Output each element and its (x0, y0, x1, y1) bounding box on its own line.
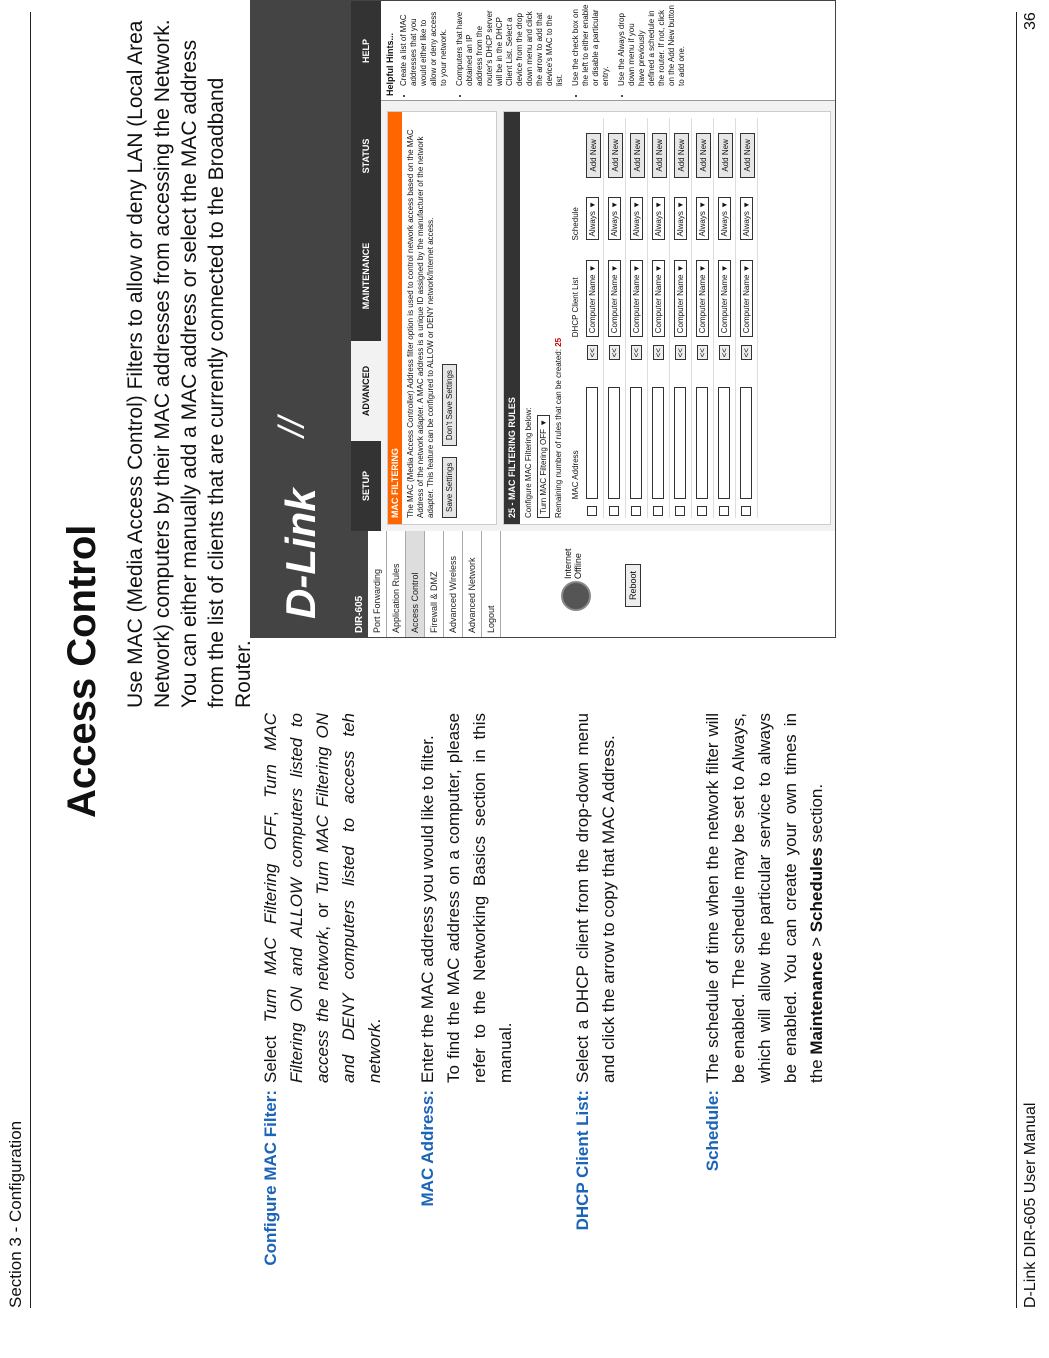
add-new-button[interactable]: Add New (718, 133, 733, 177)
hint-item: • Computers that have obtained an IP address from the router's DHCP server will be in the DHCP Client List. Select a device from the drop down menu and click the arrow to add that device's MAC to the list. (455, 4, 565, 86)
sidebar-item-application-rules[interactable]: Application Rules (387, 531, 406, 637)
page-title: Access Control (60, 524, 104, 818)
mac-rules-box (503, 111, 831, 525)
schedule-select[interactable]: Always ▼ (696, 197, 709, 240)
configure-label: Configure MAC Filtering below: (524, 407, 533, 518)
footer-manual-name: D-Link DIR-605 User Manual (1022, 1102, 1039, 1308)
rule-checkbox[interactable] (609, 506, 619, 516)
rules-table (569, 118, 758, 518)
copy-arrow-button[interactable]: << (653, 345, 664, 360)
mac-input[interactable] (718, 387, 730, 499)
schedule-select[interactable]: Always ▼ (740, 197, 753, 240)
table-row (670, 118, 692, 518)
sidebar-item-logout[interactable]: Logout (482, 531, 501, 637)
tab-setup[interactable]: SETUP (361, 471, 371, 502)
internet-status: Internet Offline (563, 548, 583, 579)
intro-paragraph: Use MAC (Media Access Control) Filters to allow or deny LAN (Local Area Network) computers by their MAC addresses from accessing the Network. You can either manually add a MAC address or select the MAC address from the list of clients that are currently connected to the Broadband Router. (124, 19, 255, 708)
col-schedule: Schedule (571, 207, 580, 241)
copy-arrow-button[interactable]: << (719, 345, 730, 360)
screenshot-tabs (351, 101, 381, 531)
rule-checkbox[interactable] (675, 506, 685, 516)
tab-advanced[interactable]: ADVANCED (351, 341, 381, 441)
sidebar-item-advanced-network[interactable]: Advanced Network (463, 531, 482, 637)
hint-item: • Use the Always drop down menu if you have previously defined a schedule in the router. If not, click on the Add New button to add one. (617, 4, 687, 86)
term-mac-address: MAC Address: (418, 1090, 437, 1207)
copy-arrow-button[interactable]: << (587, 345, 598, 360)
internet-globe-icon (561, 581, 591, 611)
schedule-select[interactable]: Always ▼ (652, 197, 665, 240)
dhcp-client-select[interactable]: Computer Name ▼ (696, 260, 709, 337)
dhcp-client-select[interactable]: Computer Name ▼ (608, 260, 621, 337)
desc-schedule: The schedule of time when the network filter will be enabled. The schedule may be set to Always, which will allow the particular service to always be enabled. You can create your own times in the Maintenance > Schedules section. (703, 713, 826, 1083)
model-label: DIR-605 (351, 531, 368, 637)
copy-arrow-button[interactable]: << (631, 345, 642, 360)
add-new-button[interactable]: Add New (740, 133, 755, 177)
sidebar-item-firewall[interactable]: Firewall & DMZ (425, 531, 444, 637)
dhcp-client-select[interactable]: Computer Name ▼ (718, 260, 731, 337)
desc-mac-address: Enter the MAC address you would like to filter. To find the MAC address on a computer, please refer to the Networking Basics section in this manual. (418, 713, 515, 1083)
section-header: Section 3 - Configuration (6, 1120, 25, 1308)
add-new-button[interactable]: Add New (652, 133, 667, 177)
mac-filtering-header: MAC FILTERING (388, 112, 402, 524)
mac-input[interactable] (608, 387, 620, 499)
copy-arrow-button[interactable]: << (609, 345, 620, 360)
screenshot-sidebar (351, 530, 835, 637)
dhcp-client-select[interactable]: Computer Name ▼ (586, 260, 599, 337)
table-row (626, 118, 648, 518)
mac-input[interactable] (696, 387, 708, 499)
sidebar-item-access-control[interactable]: Access Control (406, 531, 425, 637)
copy-arrow-button[interactable]: << (741, 345, 752, 360)
table-row (714, 118, 736, 518)
table-row (692, 118, 714, 518)
reboot-button[interactable]: Reboot (625, 564, 641, 607)
table-row (582, 118, 604, 518)
dhcp-client-select[interactable]: Computer Name ▼ (674, 260, 687, 337)
rule-checkbox[interactable] (587, 506, 597, 516)
dont-save-settings-button[interactable]: Don't Save Settings (442, 364, 457, 446)
add-new-button[interactable]: Add New (586, 133, 601, 177)
add-new-button[interactable]: Add New (696, 133, 711, 177)
rule-checkbox[interactable] (741, 506, 751, 516)
rule-checkbox[interactable] (719, 506, 729, 516)
sidebar-item-port-forwarding[interactable]: Port Forwarding (368, 531, 387, 637)
table-row (736, 118, 758, 518)
mac-input[interactable] (674, 387, 686, 499)
mac-filtering-box (387, 111, 497, 525)
save-settings-button[interactable]: Save Settings (442, 457, 457, 518)
sidebar-item-advanced-wireless[interactable]: Advanced Wireless (444, 531, 463, 637)
copy-arrow-button[interactable]: << (697, 345, 708, 360)
add-new-button[interactable]: Add New (630, 133, 645, 177)
mac-input[interactable] (652, 387, 664, 499)
copy-arrow-button[interactable]: << (675, 345, 686, 360)
dlink-logo: D-Link (277, 488, 324, 619)
router-screenshot (250, 0, 836, 638)
tab-help[interactable]: HELP (351, 1, 381, 101)
desc-configure-mac-filter: Select Turn MAC Filtering OFF, Turn MAC Filtering ON and ALLOW computers listed to access the network, or Turn MAC Filtering ON and DENY computers listed to access teh network. (261, 713, 384, 1083)
col-mac-address: MAC Address (571, 450, 580, 500)
col-dhcp-client-list: DHCP Client List (571, 277, 580, 338)
schedule-select[interactable]: Always ▼ (630, 197, 643, 240)
filter-mode-select[interactable]: Turn MAC Filtering OFF ▼ (537, 415, 550, 518)
desc-dhcp-client-list: Select a DHCP client from the drop-down menu and click the arrow to copy that MAC Address. (573, 713, 618, 1083)
mac-input[interactable] (740, 387, 752, 499)
rules-header: 25 - MAC FILTERING RULES (504, 112, 520, 524)
table-row (648, 118, 670, 518)
page-number: 36 (1022, 12, 1039, 30)
remaining-rules: Remaining number of rules that can be created: 25 (554, 337, 563, 518)
add-new-button[interactable]: Add New (674, 133, 689, 177)
tab-maintenance[interactable]: MAINTENANCE (361, 242, 371, 310)
header-rule (30, 12, 31, 1308)
helpful-hints-panel (381, 0, 835, 101)
add-new-button[interactable]: Add New (608, 133, 623, 177)
mac-filtering-text: The MAC (Media Access Controller) Address filter option is used to control network access based on the MAC Address of the network adapter. A MAC address is a unique ID assigned by the manufacturer of the network adapter. This feature can be configured to ALLOW or DENY network/Internet access. (406, 129, 435, 518)
screenshot-banner (251, 1, 351, 637)
term-configure-mac-filter: Configure MAC Filter: (261, 1090, 280, 1266)
rule-checkbox[interactable] (631, 506, 641, 516)
rule-checkbox[interactable] (653, 506, 663, 516)
schedule-select[interactable]: Always ▼ (674, 197, 687, 240)
rule-checkbox[interactable] (697, 506, 707, 516)
mac-input[interactable] (630, 387, 642, 499)
logo-slash-icon: // (271, 416, 312, 437)
hint-item: • Create a list of MAC addresses that you would either like to allow or deny access to your network. (399, 4, 449, 86)
screenshot-main (381, 101, 835, 531)
helpful-hints-title: Helpful Hints... (385, 33, 395, 96)
schedule-select[interactable]: Always ▼ (718, 197, 731, 240)
dhcp-client-select[interactable]: Computer Name ▼ (652, 260, 665, 337)
table-row (604, 118, 626, 518)
dhcp-client-select[interactable]: Computer Name ▼ (740, 260, 753, 337)
tab-status[interactable]: STATUS (361, 138, 371, 174)
footer-rule (1016, 12, 1017, 1308)
mac-input[interactable] (586, 387, 598, 499)
dhcp-client-select[interactable]: Computer Name ▼ (630, 260, 643, 337)
term-schedule: Schedule: (703, 1090, 722, 1172)
term-dhcp-client-list: DHCP Client List: (573, 1090, 592, 1231)
schedule-select[interactable]: Always ▼ (608, 197, 621, 240)
schedule-select[interactable]: Always ▼ (586, 197, 599, 240)
hint-item: • Use the check box on the left to either enable or disable a particular entry. (571, 4, 611, 86)
